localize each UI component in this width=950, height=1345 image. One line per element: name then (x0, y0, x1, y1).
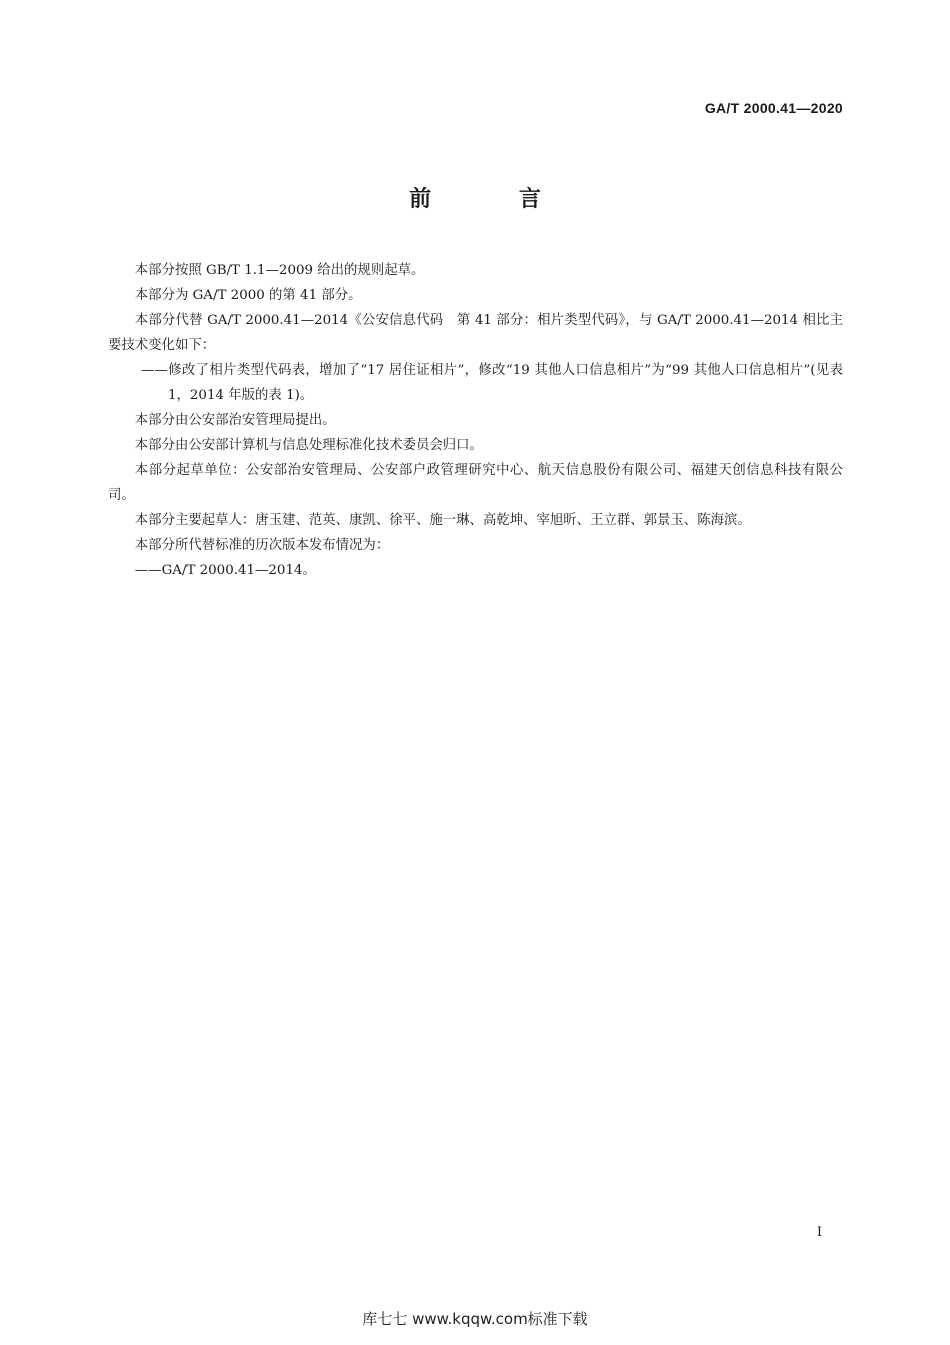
standard-code: GA/T 2000.41—2020 (704, 100, 843, 116)
paragraph-proposed-by: 本部分由公安部治安管理局提出。 (134, 413, 336, 428)
paragraph-centralized-by: 本部分由公安部计算机与信息处理标准化技术委员会归口。 (134, 438, 483, 453)
paragraph-replaces: 本部分代替 GA/T 2000.41—2014《公安信息代码 第 41 部分：相片类型代码》，与 GA/T 2000.41—2014 相比主要技术变化如下： (108, 313, 843, 353)
footer-watermark: 库七七 www.kqqw.com标准下载 (362, 1310, 588, 1328)
paragraph-drafting-rules: 本部分按照 GB/T 1.1—2009 给出的规则起草。 (134, 263, 425, 278)
page-number: I (816, 1225, 822, 1240)
page-title: 前 言 (409, 187, 581, 212)
paragraph-technical-change: ——修改了相片类型代码表，增加了“17 居住证相片”，修改“19 其他人口信息相片”为“99 其他人口信息相片”(见表 1，2014 年版的表 1)。 (141, 363, 843, 403)
paragraph-history-intro: 本部分所代替标准的历次版本发布情况为： (134, 538, 390, 553)
paragraph-drafting-units: 本部分起草单位：公安部治安管理局、公安部户政管理研究中心、航天信息股份有限公司、福建天创信息科技有限公司。 (108, 463, 843, 503)
paragraph-drafters: 本部分主要起草人：唐玉建、范英、康凯、徐平、施一琳、高乾坤、宰旭昕、王立群、郭景玉、陈海滨。 (134, 513, 751, 528)
document-body (108, 258, 843, 583)
paragraph-history-item: ——GA/T 2000.41—2014。 (134, 563, 316, 578)
paragraph-part-number: 本部分为 GA/T 2000 的第 41 部分。 (134, 288, 362, 303)
